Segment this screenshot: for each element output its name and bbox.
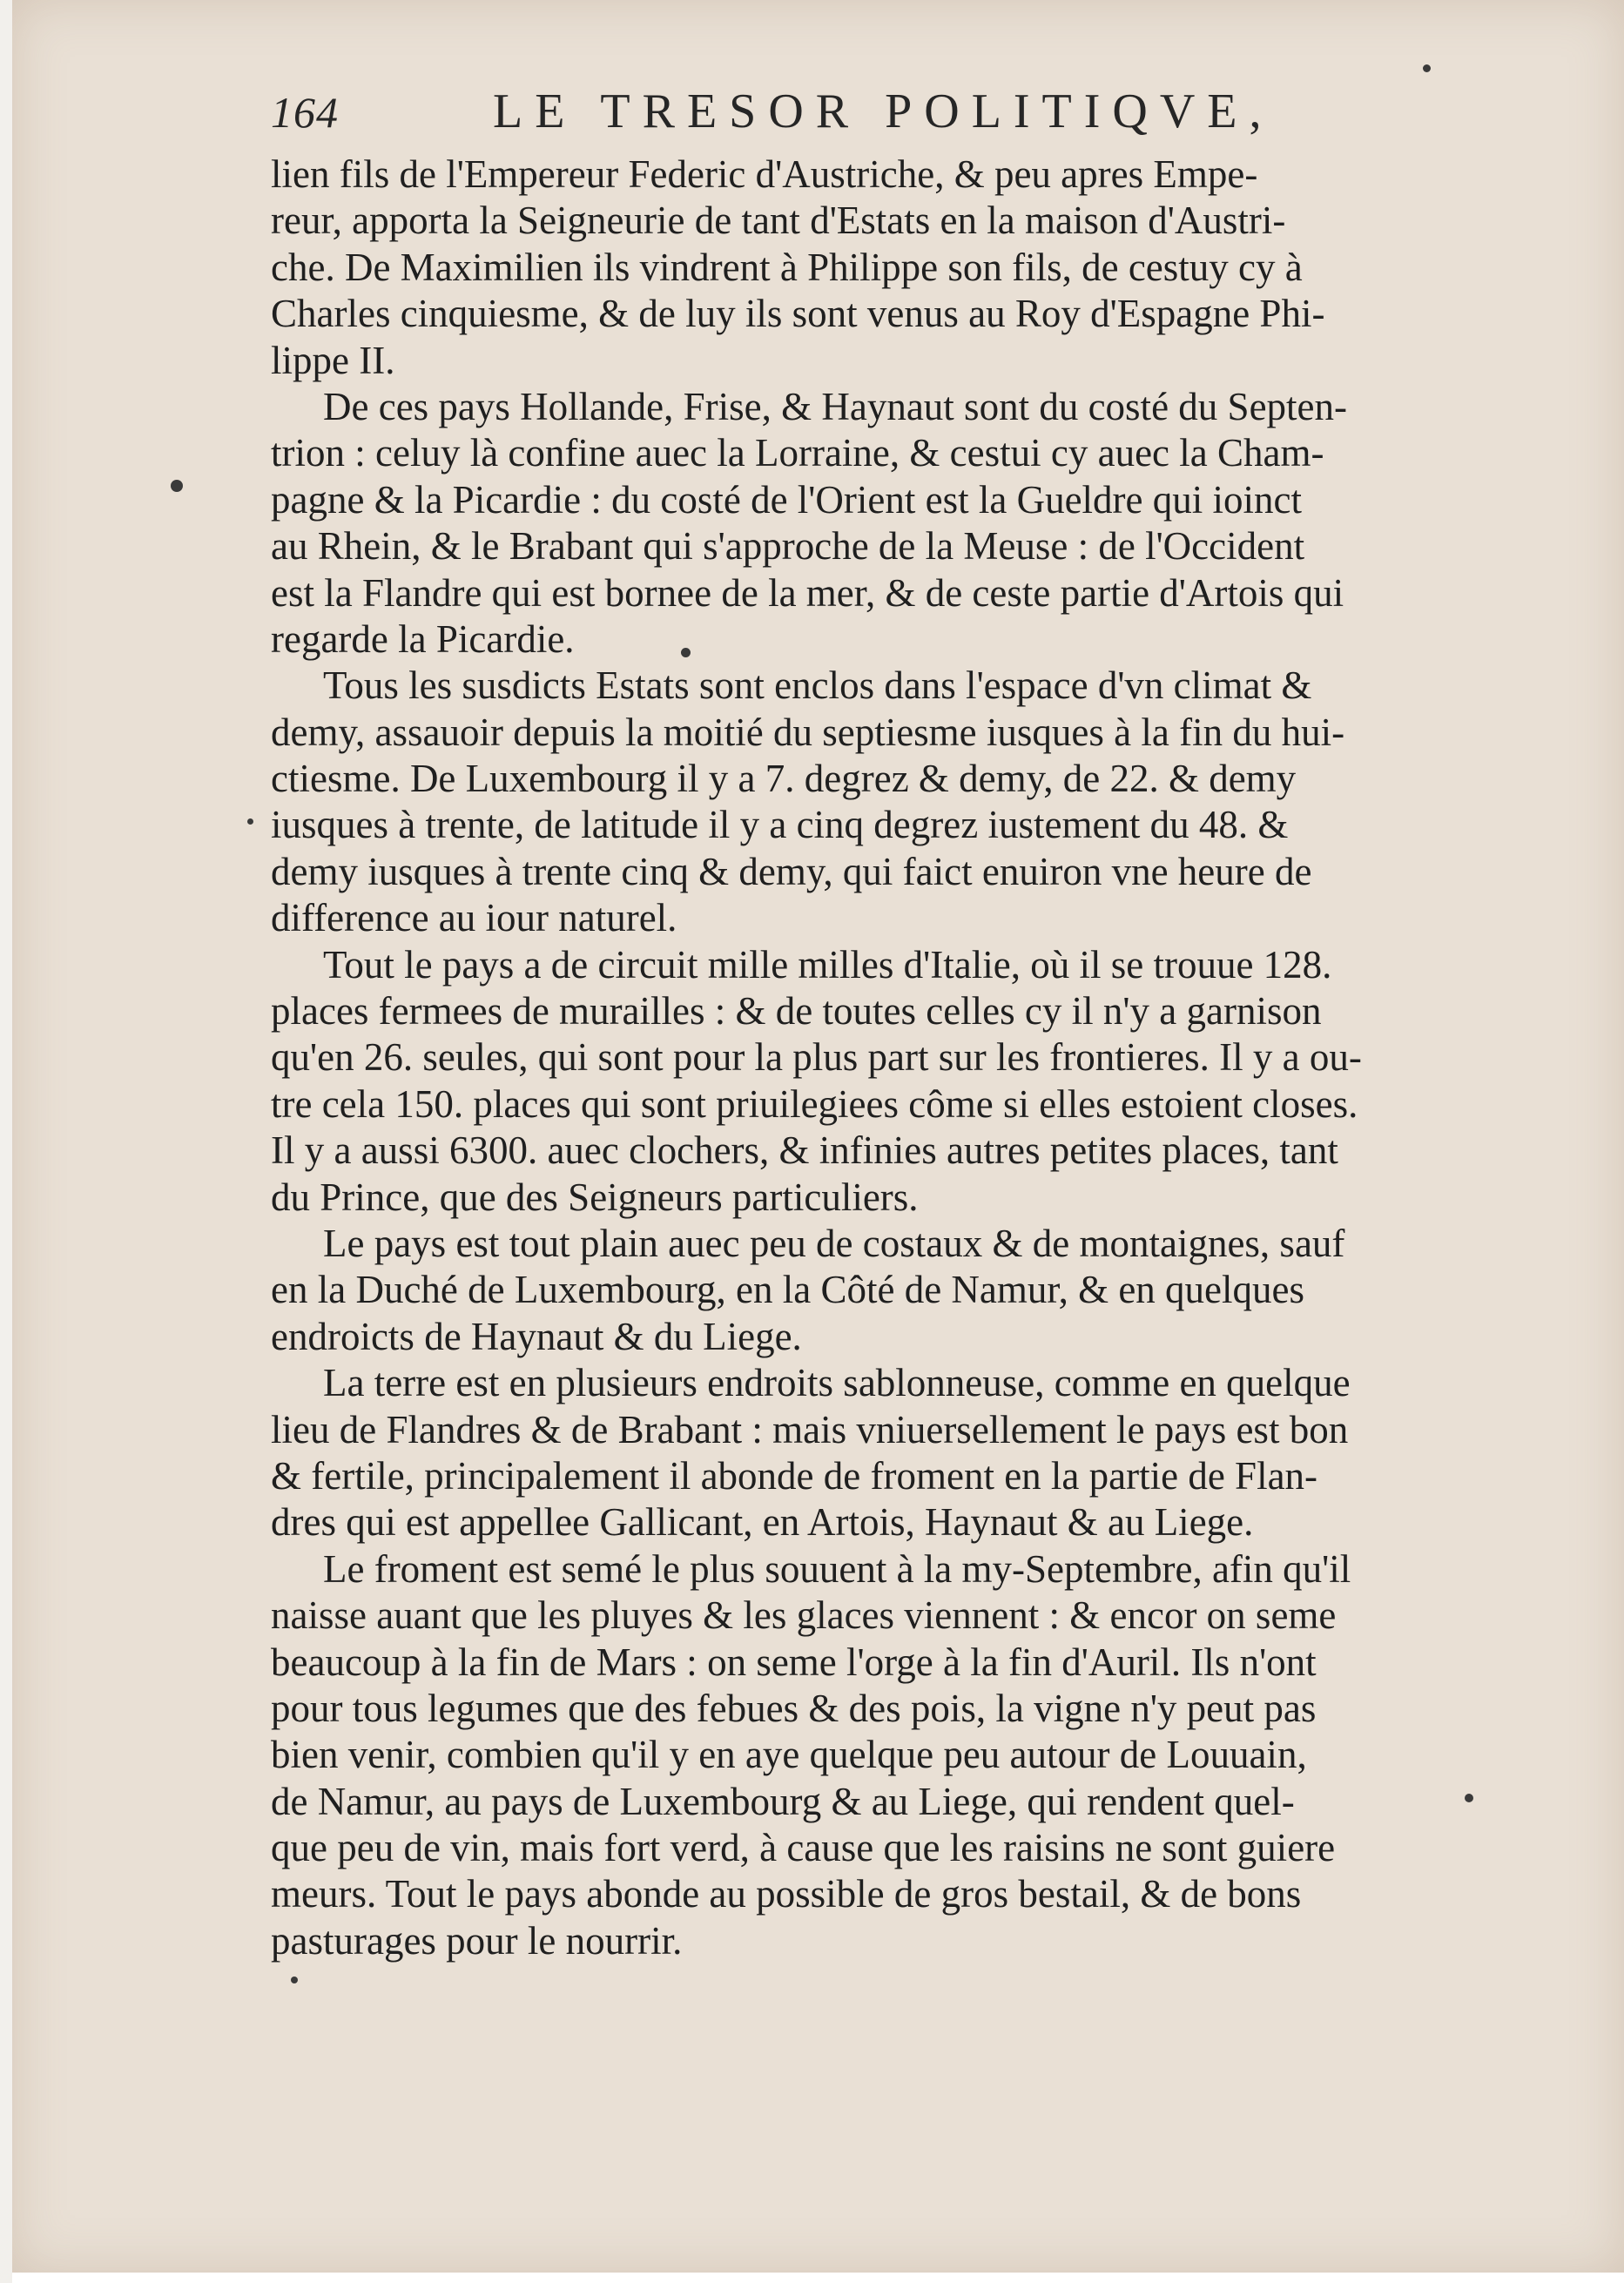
text-line: pagne & la Picardie : du costé de l'Orient est la Gueldre qui ioinct: [271, 477, 1302, 522]
text-line: iusques à trente, de latitude il y a cinq degrez iustement du 48. &: [271, 803, 1289, 847]
body-text: [271, 152, 1455, 1964]
text-line: en la Duché de Luxembourg, en la Côté de Namur, & en quelques: [271, 1268, 1305, 1312]
text-line: reur, apporta la Seigneurie de tant d'Estats en la maison d'Austri-: [271, 199, 1286, 243]
text-line: au Rhein, & le Brabant qui s'approche de la Meuse : de l'Occident: [271, 524, 1305, 569]
page-number: 164: [271, 88, 339, 137]
text-line: Il y a aussi 6300. auec clochers, & infinies autres petites places, tant: [271, 1128, 1338, 1173]
text-line: est la Flandre qui est bornee de la mer, & de ceste partie d'Artois qui: [271, 570, 1344, 615]
text-line: Charles cinquiesme, & de luy ils sont venus au Roy d'Espagne Phi-: [271, 292, 1325, 336]
text-line: & fertile, principalement il abonde de froment en la partie de Flan-: [271, 1453, 1318, 1498]
text-line: demy iusques à trente cinq & demy, qui faict enuiron vne heure de: [271, 849, 1312, 893]
paragraph-first-line: Le pays est tout plain auec peu de costaux & de montaignes, sauf: [323, 1221, 1345, 1265]
text-line: meurs. Tout le pays abonde au possible de gros bestail, & de bons: [271, 1872, 1302, 1916]
text-line: qu'en 26. seules, qui sont pour la plus part sur les frontieres. Il y a ou-: [271, 1035, 1362, 1080]
text-line: che. De Maximilien ils vindrent à Philippe son fils, de cestuy cy à: [271, 245, 1303, 289]
text-line: naisse auant que les pluyes & les glaces viennent : & encor on seme: [271, 1593, 1337, 1638]
text-line: regarde la Picardie.: [271, 616, 575, 661]
text-line: demy, assauoir depuis la moitié du septiesme iusques à la fin du hui-: [271, 710, 1345, 754]
text-line: du Prince, que des Seigneurs particuliers.: [271, 1175, 919, 1219]
ink-speck: [247, 818, 253, 825]
paragraph-first-line: Tout le pays a de circuit mille milles d'Italie, où il se trouue 128.: [323, 942, 1332, 987]
running-title: LE TRESOR POLITIQVE,: [493, 84, 1274, 138]
ink-speck: [291, 1977, 298, 1983]
text-line: ctiesme. De Luxembourg il y a 7. degrez & demy, de 22. & demy: [271, 757, 1297, 801]
text-line: places fermees de murailles : & de toutes celles cy il n'y a garnison: [271, 989, 1322, 1034]
paragraph-first-line: Tous les susdicts Estats sont enclos dans l'espace d'vn climat &: [323, 663, 1312, 708]
text-line: pasturages pour le nourrir.: [271, 1918, 683, 1963]
paragraph-first-line: La terre est en plusieurs endroits sablonneuse, comme en quelque: [323, 1361, 1351, 1405]
ink-speck: [1423, 64, 1431, 72]
text-line: endroicts de Haynaut & du Liege.: [271, 1314, 802, 1358]
text-line: beaucoup à la fin de Mars : on seme l'orge à la fin d'Auril. Ils n'ont: [271, 1640, 1317, 1684]
text-line: lippe II.: [271, 338, 395, 382]
text-line: bien venir, combien qu'il y en aye quelque peu autour de Louuain,: [271, 1733, 1307, 1777]
ink-speck: [171, 480, 183, 492]
paragraph-first-line: De ces pays Hollande, Frise, & Haynaut sont du costé du Septen-: [323, 384, 1347, 428]
text-line: lieu de Flandres & de Brabant : mais vniuersellement le pays est bon: [271, 1407, 1349, 1451]
paragraph-first-line: Le froment est semé le plus souuent à la my-Septembre, afin qu'il: [323, 1546, 1351, 1591]
text-line: difference au iour naturel.: [271, 896, 677, 940]
text-line: que peu de vin, mais fort verd, à cause que les raisins ne sont guiere: [271, 1826, 1336, 1870]
scan-gutter: [0, 0, 12, 2283]
text-line: trion : celuy là confine auec la Lorraine, & cestui cy auec la Cham-: [271, 431, 1324, 475]
text-line: tre cela 150. places qui sont priuilegiees côme si elles estoient closes.: [271, 1081, 1358, 1126]
text-line: de Namur, au pays de Luxembourg & au Liege, qui rendent quel-: [271, 1779, 1295, 1823]
text-line: dres qui est appellee Gallicant, en Artois, Haynaut & au Liege.: [271, 1500, 1254, 1545]
page-header: [271, 84, 1438, 145]
text-line: pour tous legumes que des febues & des pois, la vigne n'y peut pas: [271, 1686, 1317, 1730]
ink-speck: [1465, 1794, 1473, 1802]
text-line: lien fils de l'Empereur Federic d'Austriche, & peu apres Empe-: [271, 152, 1258, 196]
